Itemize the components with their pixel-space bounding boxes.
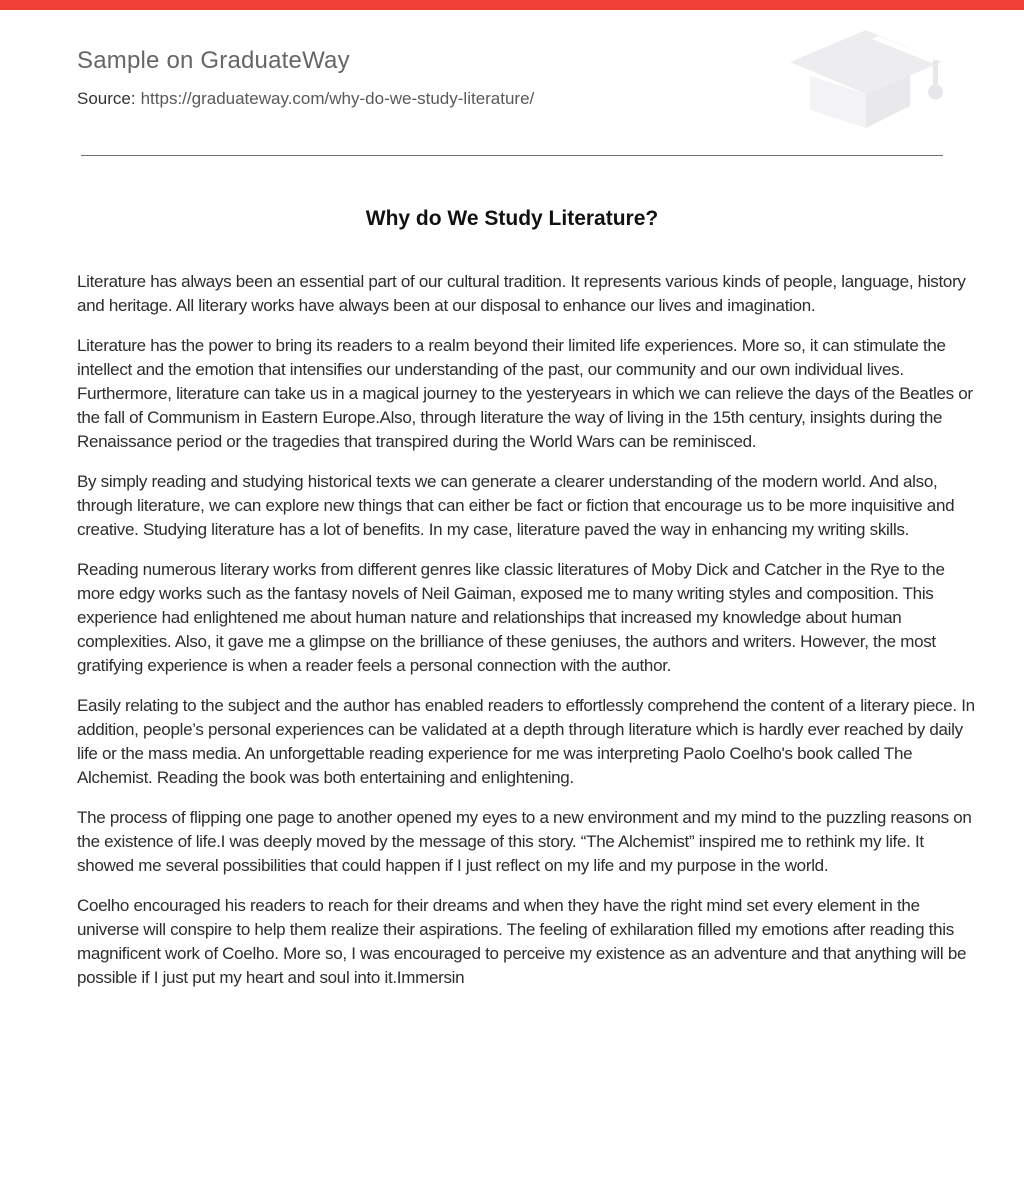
top-accent-bar (0, 0, 1024, 10)
source-label: Source: (77, 89, 136, 108)
essay-paragraph: Coelho encouraged his readers to reach for their dreams and when they have the right mind set every element in the universe will conspire to help them realize their aspirations. The feeling of exhilaration filled my emotions after reading this magnificent work of Coelho. More so, I was encouraged to perceive my existence as an adventure and that anything will be possible if I just put my heart and soul into it.Immersin (77, 896, 967, 987)
document-page (0, 10, 1024, 990)
header-divider (81, 155, 943, 156)
essay-paragraph: Literature has the power to bring its readers to a realm beyond their limited life experiences. More so, it can stimulate the intellect and the emotion that intensifies our understanding of the past, our community and our own individual lives. Furthermore, literature can take us in a magical journey to the yesteryears in which we can relieve the days of the Beatles or the fall of Communism in Eastern Europe.Also, through literature the way of living in the 15th century, insights during the Renaissance period or the tragedies that transpired during the World Wars can be reminisced. (77, 336, 973, 451)
essay-paragraph: Literature has always been an essential part of our cultural tradition. It represents various kinds of people, language, history and heritage. All literary works have always been at our disposal to enhance our lives and imagination. (77, 272, 966, 315)
site-title: Sample on GraduateWay (77, 47, 350, 74)
essay-body (77, 270, 979, 990)
essay-paragraph: By simply reading and studying historical texts we can generate a clearer understanding of the modern world. And also, through literature, we can explore new things that can either be fact or fiction that encourage us to be more inquisitive and creative. Studying literature has a lot of benefits. In my case, literature paved the way in enhancing my writing skills. (77, 472, 955, 539)
source-url-link[interactable]: https://graduateway.com/why-do-we-study-literature/ (140, 89, 535, 108)
graduation-cap-icon (778, 28, 948, 132)
essay-title: Why do We Study Literature? (365, 207, 659, 230)
essay-paragraph: The process of flipping one page to another opened my eyes to a new environment and my mind to the puzzling reasons on the existence of life.I was deeply moved by the message of this story. “The Alchemist” inspired me to rethink my life. It showed me several possibilities that could happen if I just reflect on my life and my purpose in the world. (77, 808, 972, 875)
essay-paragraph: Reading numerous literary works from different genres like classic literatures of Moby Dick and Catcher in the Rye to the more edgy works such as the fantasy novels of Neil Gaiman, exposed me to many writing styles and composition. This experience had enlightened me about human nature and relationships that increased my knowledge about human complexities. Also, it gave me a glimpse on the brilliance of these geniuses, the authors and writers. However, the most gratifying experience is when a reader feels a personal connection with the author. (77, 560, 945, 675)
essay-paragraph: Easily relating to the subject and the author has enabled readers to effortlessly comprehend the content of a literary piece. In addition, people’s personal experiences can be validated at a depth through literature which is hardly ever reached by daily life or the mass media. An unforgettable reading experience for me was interpreting Paolo Coelho's book called The Alchemist. Reading the book was both entertaining and enlightening. (77, 696, 975, 787)
